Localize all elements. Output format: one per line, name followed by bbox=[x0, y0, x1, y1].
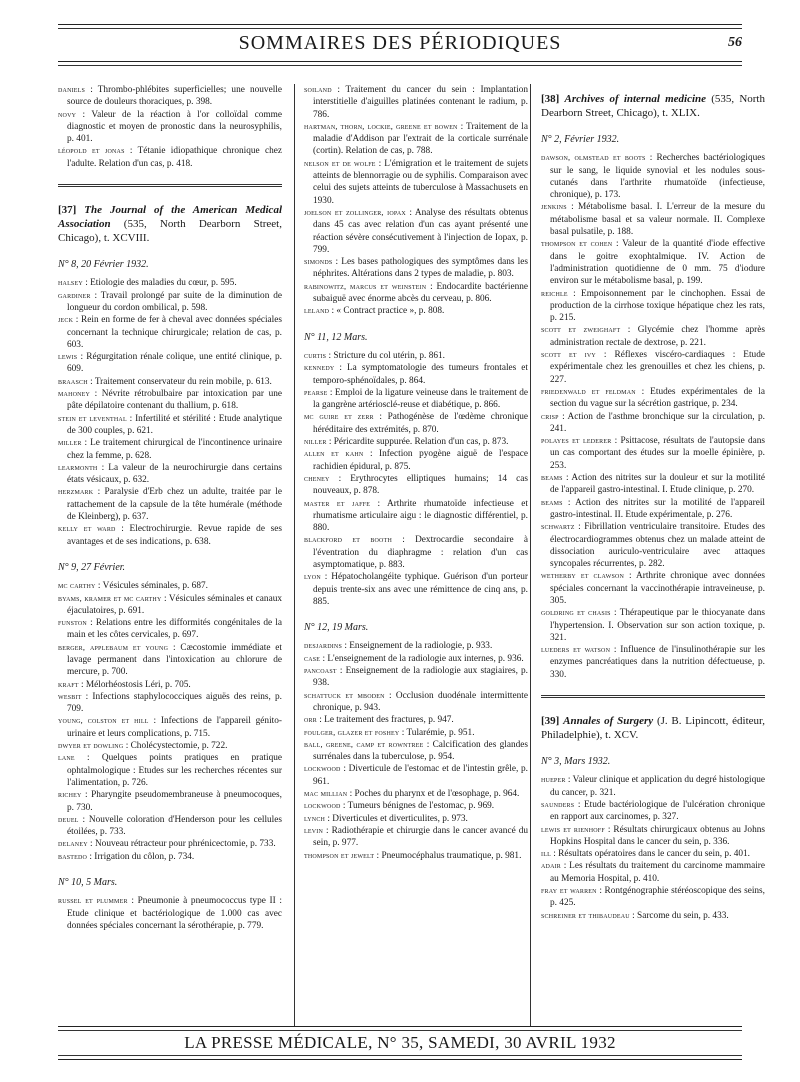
entry-authors: lueders et watson bbox=[541, 645, 611, 655]
abstract-entry bbox=[304, 473, 528, 498]
footer-publication-line: LA PRESSE MÉDICALE, N° 35, SAMEDI, 30 AVRIL 1932 bbox=[184, 1033, 616, 1052]
abstract-entry bbox=[58, 752, 282, 789]
entry-authors: polayes et lederer bbox=[541, 436, 612, 446]
entry-title: : Arthrite chronique avec données spéciales concernant la vaccinothérapie intraveineuse, p. 305. bbox=[550, 571, 765, 606]
entry-title: : Traitement du cancer du sein : Implantation interstitielle d'aiguilles platinées contenant le radium, p. 786. bbox=[313, 85, 528, 120]
abstract-entry bbox=[304, 305, 528, 317]
entry-title: : Tétanie idiopathique chronique chez l'adulte. Relation d'un cas, p. 418. bbox=[67, 146, 282, 169]
journal-heading-39: [39] Annales of Surgery (J. B. Lipincott, éditeur, Philadelphie), t. XCV. bbox=[541, 715, 765, 742]
entry-title: : Sarcome du sein, p. 433. bbox=[629, 910, 729, 921]
issue-heading: N° 10, 5 Mars. bbox=[58, 877, 118, 889]
entry-title: : Calcification des glandes surrénales dans la tuberculose, p. 954. bbox=[313, 739, 528, 763]
entry-title: : La symptomatologie des tumeurs frontales et temporo-sphénoïdales, p. 864. bbox=[313, 363, 528, 386]
entry-authors: young, colston et hill bbox=[58, 716, 149, 726]
entry-authors: lewis et rienhoff bbox=[541, 824, 605, 834]
journal-name: The Journal of the American Medical Association bbox=[58, 204, 283, 231]
entry-title: : Occlusion duodénale intermittente chronique, p. 943. bbox=[313, 690, 528, 713]
entry-authors: cheney bbox=[304, 473, 330, 483]
entry-authors: novy bbox=[58, 109, 77, 119]
abstract-entry bbox=[304, 362, 528, 387]
column-divider-right bbox=[530, 84, 531, 1026]
abstract-entry bbox=[58, 691, 282, 716]
abstract-entry bbox=[304, 813, 528, 825]
entry-authors: fray et warren bbox=[541, 886, 597, 896]
entry-authors: kennedy bbox=[304, 363, 335, 373]
abstract-entry bbox=[58, 290, 282, 315]
abstract-entry bbox=[58, 642, 282, 679]
entry-authors: nelson et de wolfe bbox=[304, 158, 376, 168]
abstract-entry bbox=[304, 653, 528, 665]
entry-authors: schattuck et mboden bbox=[304, 690, 385, 700]
entry-title: : Radiothérapie et chirurgie dans le cancer avancé du sein, p. 977. bbox=[313, 825, 528, 849]
abstract-entry bbox=[304, 281, 528, 306]
abstract-entry bbox=[304, 571, 528, 608]
entry-title: : Dextrocardie secondaire à l'éventration du diaphragme : relation d'un cas asymptomatique, p. 883. bbox=[313, 535, 529, 570]
entry-title: : Le traitement chirurgical de l'incontinence urinaire chez la femme, p. 628. bbox=[67, 438, 282, 461]
entry-title: : Thrombo-phlébites superficielles; une nouvelle source de douleurs thoraciques, p. 398. bbox=[67, 85, 282, 108]
entry-authors: stein et leventhal bbox=[58, 413, 127, 423]
entry-title: : Rein en forme de fer à cheval avec données spéciales concernant la technique chirurgicale; relation de cas, p. 603. bbox=[67, 315, 282, 350]
entry-authors: pancoast bbox=[304, 666, 337, 676]
column-divider-left bbox=[294, 84, 295, 1026]
entry-title: : Cholécystectomie, p. 722. bbox=[123, 741, 228, 752]
entry-authors: orr bbox=[304, 715, 317, 725]
abstract-entry bbox=[541, 497, 765, 522]
abstract-entry bbox=[58, 109, 282, 146]
entry-title: : Empoisonnement par le cinchophen. Essai de production de la cirrhose toxique hépatique chez les rats, p. 215. bbox=[550, 288, 765, 324]
abstract-entry bbox=[58, 351, 282, 376]
abstract-entry bbox=[304, 825, 528, 850]
column-right bbox=[541, 84, 765, 922]
entries-issue-9 bbox=[58, 580, 282, 863]
abstract-entry bbox=[58, 895, 282, 932]
abstract-entry bbox=[58, 277, 282, 289]
entries-issue-10 bbox=[58, 895, 282, 932]
entry-authors: crisp bbox=[541, 411, 559, 421]
abstract-entry bbox=[541, 774, 765, 799]
entry-authors: dwyer et dowling bbox=[58, 741, 124, 751]
abstract-entry bbox=[541, 570, 765, 607]
abstract-entry bbox=[541, 238, 765, 287]
entry-title: : Poches du pharynx et de l'œsophage, p. 964. bbox=[347, 789, 520, 800]
issue-heading: N° 12, 19 Mars. bbox=[304, 622, 369, 634]
entry-authors: braasch bbox=[58, 376, 88, 386]
entry-title: : Action des nitrites sur la douleur et sur la motilité de l'appareil gastro-intestinal. I. Etude clinique, p. 270. bbox=[550, 473, 765, 496]
entry-authors: dawson, olmstead et boots bbox=[541, 153, 646, 163]
abstract-entry bbox=[541, 885, 765, 910]
entry-title: : Action des nitrites sur la motilité de l'appareil gastro-intestinal. II. Etude expérimentale, p. 276. bbox=[550, 497, 765, 520]
abstract-entry bbox=[304, 256, 528, 281]
entry-authors: master et jaffe bbox=[304, 498, 371, 508]
entry-title: : Valeur de la réaction à l'or colloïdal comme diagnostic et moyen de pronostic dans la neurosyphilis, p. 401. bbox=[67, 109, 282, 145]
footer-top-rule bbox=[58, 1026, 742, 1027]
abstract-entry bbox=[304, 498, 528, 535]
abstract-entry bbox=[58, 814, 282, 839]
entry-authors: russel et plummer bbox=[58, 896, 128, 906]
entry-authors: joelson et zollinger, iopax bbox=[304, 207, 406, 217]
entry-authors: hartman, thorn, lockie, greene et bowen bbox=[304, 121, 458, 131]
entry-authors: reichle bbox=[541, 288, 568, 298]
abstract-entry bbox=[58, 145, 282, 170]
entry-authors: blackford et booth bbox=[304, 535, 392, 545]
abstract-entry bbox=[304, 800, 528, 812]
entry-title: : Résultats chirurgicaux obtenus au Johns Hopkins Hospital dans le cancer du sein, p. 336. bbox=[550, 824, 765, 847]
abstract-entry bbox=[58, 486, 282, 523]
abstract-entry bbox=[58, 462, 282, 487]
entry-title: : L'enseignement de la radiologie aux internes, p. 936. bbox=[320, 653, 524, 664]
entry-authors: beams bbox=[541, 497, 563, 507]
entry-authors: friedenwald et feldman bbox=[541, 386, 636, 396]
abstract-entry bbox=[541, 799, 765, 824]
entry-authors: schwartz bbox=[541, 522, 575, 532]
entry-title: : Péricardite suppurée. Relation d'un cas, p. 873. bbox=[326, 437, 509, 448]
entry-title: : Pathogénèse de l'œdème chronique héréditaire des extrémités, p. 870. bbox=[313, 412, 528, 435]
entry-title: : L'émigration et le traitement de sujets atteints de blennorragie ou de syphilis. Comparaison avec celui des sujets atteints de tuberculose à Massachusets en 1930. bbox=[313, 158, 528, 206]
entry-authors: desjardins bbox=[304, 641, 343, 651]
entry-authors: scott et zweighaft bbox=[541, 325, 621, 335]
entry-title: : Traitement de la maladie d'Addison par l'extrait de la corticale surrénale (cortin). Relation de cas, p. 788. bbox=[313, 121, 528, 157]
entry-authors: pearse bbox=[304, 387, 328, 397]
entry-authors: lyon bbox=[304, 572, 321, 582]
entry-authors: miller bbox=[58, 438, 82, 448]
entry-title: : Etudes expérimentales de la section du vague sur la sécrétion gastrique, p. 234. bbox=[550, 386, 765, 410]
abstract-entry bbox=[304, 850, 528, 862]
entry-authors: niller bbox=[304, 437, 327, 447]
entry-title: : Irrigation du côlon, p. 734. bbox=[87, 851, 195, 862]
entries-issue-12 bbox=[304, 640, 528, 861]
abstract-entry bbox=[304, 739, 528, 764]
entry-authors: bastedo bbox=[58, 851, 88, 861]
entry-authors: halsey bbox=[58, 278, 83, 288]
abstract-entry bbox=[541, 386, 765, 411]
entry-authors: lynch bbox=[304, 813, 326, 823]
abstract-entry bbox=[58, 617, 282, 642]
entry-authors: beams bbox=[541, 473, 563, 483]
entry-title: : Enseignement de la radiologie aux stagiaires, p. 938. bbox=[313, 666, 528, 689]
abstract-entry bbox=[541, 411, 765, 436]
entry-authors: delaney bbox=[58, 839, 88, 849]
entry-authors: levin bbox=[304, 825, 323, 835]
entry-authors: lane bbox=[58, 753, 75, 763]
entry-title: : Emploi de la ligature veineuse dans le traitement de la gangrène artériosclé-reuse et diabétique, p. 866. bbox=[313, 387, 528, 411]
entry-title: : Cæcostomie immédiate et lavage permanent dans l'intoxication au chlorure de mercure, p. 700. bbox=[67, 642, 282, 678]
abstract-entry bbox=[304, 207, 528, 256]
footer-top-rule-2 bbox=[58, 1030, 742, 1031]
abstract-entry bbox=[304, 534, 528, 571]
entry-title: : Diverticules et diverticulites, p. 973. bbox=[325, 813, 468, 824]
page-title: SOMMAIRES DES PÉRIODIQUES bbox=[238, 32, 562, 54]
entry-title: : Arthrite rhumatoïde infectieuse et rhumatisme articulaire aigu : le diagnostic différentiel, p. 880. bbox=[313, 498, 528, 534]
entry-authors: deuel bbox=[58, 814, 79, 824]
entry-authors: rabinowitz, marcus et weinstein bbox=[304, 281, 427, 291]
entry-authors: learmonth bbox=[58, 462, 98, 472]
abstract-entry bbox=[304, 387, 528, 412]
abstract-entry bbox=[304, 665, 528, 690]
abstract-entry bbox=[304, 640, 528, 652]
column-left bbox=[58, 84, 282, 932]
entry-authors: lewis bbox=[58, 352, 78, 362]
abstract-entry bbox=[304, 158, 528, 207]
entry-title: : Enseignement de la radiologie, p. 933. bbox=[342, 641, 493, 652]
entry-title: : Diverticule de l'estomac et de l'intestin grêle, p. 961. bbox=[313, 764, 528, 787]
entry-title: : Stricture du col utérin, p. 861. bbox=[326, 350, 445, 361]
column-middle bbox=[304, 84, 528, 862]
entries-continued bbox=[58, 84, 282, 170]
abstract-entry bbox=[58, 376, 282, 388]
abstract-entry bbox=[541, 472, 765, 497]
entry-title: : Electrochirurgie. Revue rapide de ses avantages et de ses indications, p. 638. bbox=[67, 524, 282, 547]
abstract-entry bbox=[304, 788, 528, 800]
entry-authors: leland bbox=[304, 306, 330, 316]
journal-heading-38: [38] Archives of internal medicine (535, North Dearborn Street, Chicago), t. XLIX. bbox=[541, 93, 765, 119]
entry-title: : Réflexes viscéro-cardiaques : Etude expérimentale chez les grenouilles et chez les chiens, p. 227. bbox=[550, 350, 765, 385]
entry-authors: kraft bbox=[58, 679, 79, 689]
abstract-entry bbox=[58, 789, 282, 814]
abstract-entry bbox=[541, 824, 765, 849]
entry-title: : Infections de l'appareil génito-urinaire et leurs complications, p. 715. bbox=[67, 716, 282, 739]
journal-name: Archives of internal medicine bbox=[564, 93, 707, 105]
entry-authors: goldring et chasis bbox=[541, 608, 611, 618]
entry-authors: saunders bbox=[541, 799, 575, 809]
entry-title: : Pneumocéphalus traumatique, p. 981. bbox=[374, 850, 522, 861]
entry-title: : « Contract practice », p. 808. bbox=[329, 306, 445, 317]
abstract-entry bbox=[304, 763, 528, 788]
entry-title: : Traitement conservateur du rein mobile, p. 613. bbox=[87, 376, 272, 387]
entry-title: : Paralysie d'Erb chez un adulte, traitée par le rattachement de la capsule de la tête humérale (méthode de Kleinberg), p. 637. bbox=[67, 487, 282, 523]
abstract-entry bbox=[304, 690, 528, 715]
entry-authors: mac millian bbox=[304, 789, 348, 799]
entry-authors: simonds bbox=[304, 257, 333, 267]
abstract-entry bbox=[304, 448, 528, 473]
abstract-entry bbox=[541, 848, 765, 860]
entry-authors: byams, kramer et mc carthy bbox=[58, 593, 162, 603]
issue-heading: N° 2, Février 1932. bbox=[541, 134, 620, 145]
abstract-entry bbox=[541, 607, 765, 644]
entry-authors: jeck bbox=[58, 315, 74, 325]
abstract-entry bbox=[58, 314, 282, 351]
abstract-entry bbox=[541, 324, 765, 349]
entry-authors: ill bbox=[541, 849, 551, 859]
entry-authors: thompson et cohen bbox=[541, 239, 613, 249]
entry-title: : Pharyngite pseudomembraneuse à pneumocoques, p. 730. bbox=[67, 790, 282, 813]
entry-authors: herzmark bbox=[58, 487, 94, 497]
abstract-entry bbox=[304, 714, 528, 726]
abstract-entry bbox=[58, 740, 282, 752]
entry-authors: soiland bbox=[304, 85, 332, 94]
entry-title: : Glycémie chez l'homme après administration rectale de dextrose, p. 221. bbox=[550, 325, 765, 348]
journal-name: Annales of Surgery bbox=[563, 715, 654, 728]
entry-title: : Résultats opératoires dans le cancer du sein, p. 401. bbox=[550, 849, 750, 860]
abstract-entry bbox=[304, 84, 528, 121]
entry-title: : Etiologie des maladies du cœur, p. 595. bbox=[82, 278, 237, 289]
abstract-entry bbox=[58, 851, 282, 863]
entry-title: : Régurgitation rénale colique, une entité clinique, p. 609. bbox=[67, 352, 282, 375]
entry-authors: hueper bbox=[541, 775, 566, 785]
entry-title: : Métabolisme basal. I. L'erreur de la mesure du métabolisme basal et sa valeur normale. II. Complexe basal pulsatile, p. 188. bbox=[550, 202, 765, 238]
entry-title: : Infections staphylococciques aiguës des reins, p. 709. bbox=[67, 691, 282, 715]
abstract-entry bbox=[541, 521, 765, 570]
entry-authors: mc guire et zerr bbox=[304, 412, 374, 422]
entry-authors: lockwood bbox=[304, 764, 341, 774]
entry-title: : Fibrillation ventriculaire transitoire. Etudes des électrocardiogrammes obtenus chez un malade atteint de dissociation auriculo-ventriculaire avec attaques syncopales récurrentes, p. 282. bbox=[550, 522, 765, 570]
entry-title: : La valeur de la neurochirurgie dans certains états vésicaux, p. 632. bbox=[67, 462, 282, 486]
footer-bottom-rule-2 bbox=[58, 1059, 742, 1060]
abstract-entry bbox=[304, 727, 528, 739]
entry-authors: mc carthy bbox=[58, 581, 96, 591]
entry-title: : Etude bactériologique de l'ulcération chronique en rapport aux carcinomes, p. 327. bbox=[550, 799, 765, 823]
abstract-entry bbox=[541, 349, 765, 386]
journal-heading-37: [37] The Journal of the American Medical Association (535, North Dearborn Street, Chicago), t. XCVIII. bbox=[58, 204, 283, 245]
footer-bottom-rule bbox=[58, 1055, 742, 1056]
entry-authors: daniels bbox=[58, 85, 86, 94]
abstract-entry bbox=[58, 593, 282, 618]
abstract-entry bbox=[541, 860, 765, 885]
entry-title: : Influence de l'insulinothérapie sur les enzymes pancréatiques dans la nutrition défectueuse, p. 330. bbox=[550, 645, 765, 680]
entry-title: : Psittacose, résultats de l'autopsie dans un cas comportant des études sur la moelle épinière, p. 253. bbox=[550, 436, 765, 471]
header-bottom-rule-2 bbox=[58, 65, 742, 66]
entries-continued bbox=[304, 84, 528, 318]
abstract-entry bbox=[541, 152, 765, 201]
entry-title: : Vésicules séminales, p. 687. bbox=[95, 581, 208, 592]
abstract-entry bbox=[58, 838, 282, 850]
entry-title: : Relations entre les difformités congénitales de la main et les côtes cervicales, p. 697. bbox=[67, 618, 282, 641]
entry-title: : Thérapeutique par le thiocyanate dans l'hypertension. I. Observation sur son action toxique, p. 321. bbox=[550, 608, 765, 643]
abstract-entry bbox=[58, 413, 282, 438]
entry-title: : Nouveau rétracteur pour phrénicectomie, p. 733. bbox=[87, 839, 276, 850]
issue-heading: N° 8, 20 Février 1932. bbox=[58, 259, 149, 271]
abstract-entry bbox=[304, 350, 528, 362]
entry-authors: adair bbox=[541, 861, 561, 871]
abstract-entry bbox=[58, 388, 282, 413]
abstract-entry bbox=[58, 523, 282, 548]
entry-title: : Nouvelle coloration d'Henderson pour les cellules étoilées, p. 733. bbox=[67, 814, 282, 838]
issue-heading: N° 11, 12 Mars. bbox=[304, 331, 368, 343]
abstract-entry bbox=[58, 437, 282, 462]
entry-authors: allen et kahn bbox=[304, 449, 364, 459]
entry-authors: wesbit bbox=[58, 691, 82, 701]
entry-authors: mahoney bbox=[58, 389, 91, 399]
entry-authors: wetherby et clawson bbox=[541, 571, 625, 581]
abstract-entry bbox=[541, 910, 765, 922]
abstract-entry bbox=[541, 201, 765, 238]
header-bottom-rule bbox=[58, 61, 742, 62]
abstract-entry bbox=[541, 288, 765, 325]
entries-issue-2 bbox=[541, 152, 765, 681]
entry-title: : Les bases pathologiques des symptômes dans les néphrites. Altérations dans 2 types de maladie, p. 803. bbox=[313, 257, 528, 280]
entry-authors: schreiner et thibaudeau bbox=[541, 910, 630, 920]
section-separator bbox=[58, 184, 282, 187]
entry-authors: thompson et jewelt bbox=[304, 850, 375, 860]
abstract-entry bbox=[58, 679, 282, 691]
entry-authors: kelly et ward bbox=[58, 524, 116, 534]
entry-title: : Quelques points pratiques en pratique ophtalmologique : Etudes sur les recherches récentes sur l'alimentation, p. 726. bbox=[67, 753, 282, 788]
entry-title: : Analyse des résultats obtenus dans 45 cas avec relation d'un cas ayant présenté une réaction sévère consécutivement à l'injection de Iopax, p. 799. bbox=[313, 207, 528, 255]
entry-authors: foulger, glazer et foshey bbox=[304, 727, 400, 737]
entry-title: : Hépatocholangéite typhique. Guérison d'un porteur depuis trente-six ans avec une rémittence de cinq ans, p. 885. bbox=[313, 572, 528, 607]
entry-authors: ball, greene, camp et rowntree bbox=[304, 739, 424, 749]
entry-title: : Pneumonie à pneumococcus type II : Etude clinique et bactériologique de 1.000 cas avec données spéciales concernant la sérothérapie, p. 779. bbox=[67, 896, 282, 931]
entry-title: : Névrite rétrobulbaire par intoxication par une pâte dépilatoire contenant du thallium, p. 618. bbox=[67, 389, 282, 412]
entry-authors: berger, applebaum et young bbox=[58, 642, 169, 652]
header-top-rule-2 bbox=[58, 28, 742, 29]
abstract-entry bbox=[58, 84, 282, 109]
abstract-entry bbox=[58, 580, 282, 592]
abstract-entry bbox=[304, 121, 528, 158]
entry-title: : Travail prolongé par suite de la diminution de longueur du cordon ombilical, p. 598. bbox=[67, 290, 282, 313]
entry-title: : Recherches bactériologiques sur le sang, le liquide synovial et les nodules sous-cutanés dans l'arthrite rhumatoïde (infectieuse, chronique), p. 173. bbox=[550, 153, 765, 201]
abstract-entry bbox=[58, 715, 282, 740]
entry-authors: gardiner bbox=[58, 290, 91, 300]
entry-title: : Rontgénographie stéréoscopique des seins, p. 425. bbox=[550, 886, 765, 909]
abstract-entry bbox=[541, 435, 765, 472]
entry-title: : Les résultats du traitement du carcinome mammaire au Memoria Hospital, p. 410. bbox=[550, 861, 765, 884]
entries-issue-11 bbox=[304, 350, 528, 608]
abstract-entry bbox=[304, 411, 528, 436]
entry-authors: curtis bbox=[304, 350, 327, 360]
entry-authors: richey bbox=[58, 790, 82, 800]
entry-title: : Action de l'asthme bronchique sur la circulation, p. 241. bbox=[550, 411, 765, 434]
entry-authors: léopold et jonas bbox=[58, 146, 125, 156]
entry-title: : Endocardite bactérienne subaiguë avec énorme abcès du cerveau, p. 806. bbox=[313, 281, 528, 305]
issue-heading: N° 9, 27 Février. bbox=[58, 561, 126, 573]
entries-issue-8 bbox=[58, 277, 282, 548]
entry-title: : Infertilité et stérilité : Etude analytique de 300 couples, p. 621. bbox=[67, 413, 282, 436]
entry-authors: funston bbox=[58, 618, 87, 628]
page-number: 56 bbox=[728, 35, 742, 50]
entry-title: : Valeur de la quantité d'iode effective dans le goitre exophtalmique. IV. Action de l'administration quotidienne de 0 mm. 75 d'iodure environ sur le métabolisme basal, p. 199. bbox=[550, 239, 765, 287]
entry-title: : Le traitement des fractures, p. 947. bbox=[316, 715, 454, 726]
header-top-rule bbox=[58, 24, 742, 25]
entry-authors: lockwood bbox=[304, 801, 341, 811]
abstract-entry bbox=[304, 436, 528, 448]
entry-title: : Tumeurs bénignes de l'estomac, p. 969. bbox=[340, 801, 495, 812]
section-separator bbox=[541, 695, 765, 698]
entry-title: : Valeur clinique et application du degré histologique du cancer, p. 321. bbox=[550, 775, 765, 798]
abstract-entry bbox=[541, 644, 765, 681]
issue-heading: N° 3, Mars 1932. bbox=[541, 756, 611, 768]
entry-authors: case bbox=[304, 653, 321, 663]
entry-authors: jenkins bbox=[541, 202, 567, 212]
entry-title: : Infection pyogène aiguë de l'espace rachidien épidural, p. 875. bbox=[313, 449, 528, 472]
entries-issue-3 bbox=[541, 774, 765, 922]
entry-authors: scott et ivy bbox=[541, 350, 596, 360]
entry-title: : Mélorhéostosis Léri, p. 705. bbox=[78, 679, 191, 690]
entry-title: : Erythrocytes elliptiques humains; 14 cas nouveaux, p. 878. bbox=[313, 473, 528, 497]
entry-title: : Tularémie, p. 951. bbox=[399, 727, 475, 738]
entry-title: : Vésicules séminales et canaux éjaculatoires, p. 691. bbox=[67, 593, 282, 616]
